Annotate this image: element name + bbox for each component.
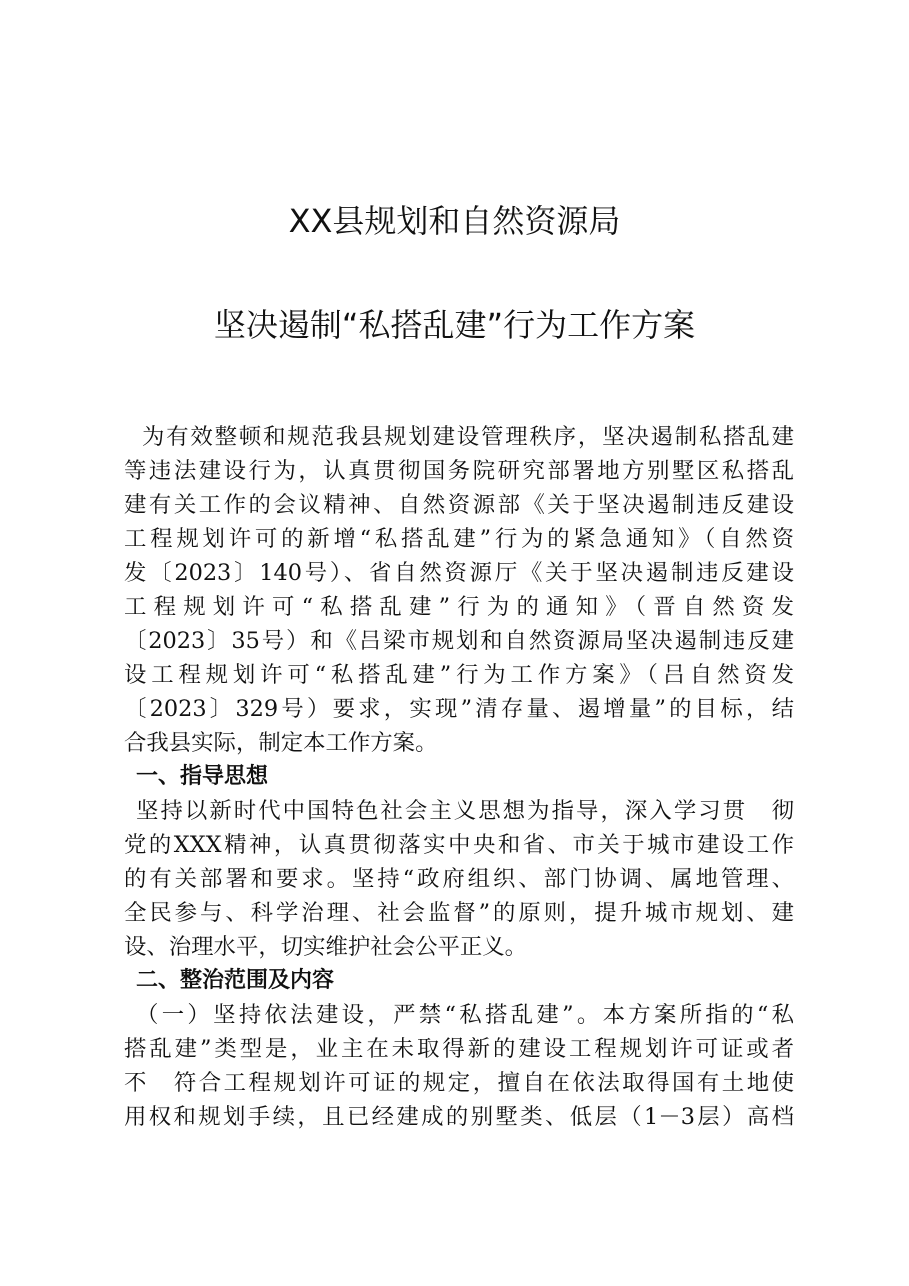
intro-line: 工程规划许可的新增“私搭乱建”行为的紧急通知》（自然资 bbox=[124, 526, 794, 552]
section2-line: 不 符合工程规划许可证的规定，擅自在依法取得国有土地使 bbox=[124, 1070, 794, 1096]
document-title-line1: XX县规划和自然资源局 bbox=[288, 202, 621, 240]
intro-line: 〔2023〕35号）和《吕梁市规划和自然资源局坚决遏制违反建 bbox=[124, 628, 794, 654]
document-body bbox=[124, 420, 794, 1134]
intro-line: 合我县实际，制定本工作方案。 bbox=[124, 730, 438, 756]
section2-heading: 二、整治范围及内容 bbox=[136, 968, 335, 993]
section1-line: 党的XXX精神，认真贯彻落实中央和省、市关于城市建设工作 bbox=[124, 832, 794, 858]
section1-heading: 一、指导思想 bbox=[136, 764, 269, 789]
section2-line: 用权和规划手续，且已经建成的别墅类、低层（1－3层）高档 bbox=[124, 1104, 794, 1130]
intro-line: 为有效整顿和规范我县规划建设管理秩序，坚决遏制私搭乱建 bbox=[142, 424, 794, 450]
section1-line: 全民参与、科学治理、社会监督”的原则，提升城市规划、建 bbox=[124, 900, 794, 926]
intro-line: 等违法建设行为，认真贯彻国务院研究部署地方别墅区私搭乱 bbox=[124, 458, 794, 484]
document-title-line2: 坚决遏制“私搭乱建”行为工作方案 bbox=[213, 306, 696, 344]
intro-line: 〔2023〕329号）要求，实现”清存量、遏增量”的目标，结 bbox=[124, 696, 794, 722]
section2-line: （一）坚持依法建设，严禁“私搭乱建”。本方案所指的“私 bbox=[136, 1002, 794, 1028]
section2-line: 搭乱建”类型是，业主在未取得新的建设工程规划许可证或者 bbox=[124, 1036, 794, 1062]
section1-line: 坚持以新时代中国特色社会主义思想为指导，深入学习贯 彻 bbox=[136, 798, 794, 824]
intro-line: 设工程规划许可“私搭乱建”行为工作方案》（吕自然资发 bbox=[124, 662, 794, 688]
intro-line: 工程规划许可“私搭乱建”行为的通知》（晋自然资发 bbox=[124, 594, 794, 620]
intro-line: 发〔2023〕140号）、省自然资源厅《关于坚决遏制违反建设 bbox=[124, 560, 794, 586]
section1-line: 的有关部署和要求。坚持“政府组织、部门协调、属地管理、 bbox=[124, 866, 794, 892]
intro-line: 建有关工作的会议精神、自然资源部《关于坚决遏制违反建设 bbox=[124, 492, 794, 518]
section1-line: 设、治理水平，切实维护社会公平正义。 bbox=[124, 934, 528, 960]
